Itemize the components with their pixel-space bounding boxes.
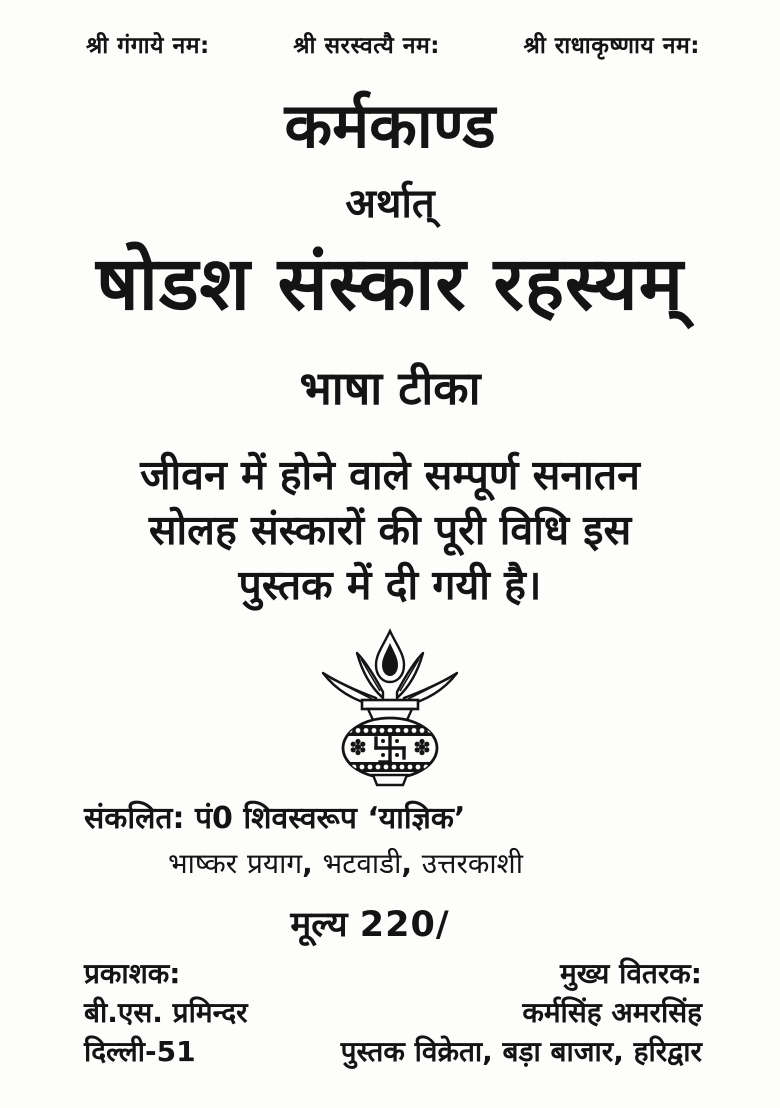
publisher-label: प्रकाशक:: [84, 957, 181, 990]
invocation-saraswati: श्री सरस्वत्यै नम:: [293, 33, 440, 59]
kalash-illustration: [310, 628, 470, 788]
price-value: 220/: [359, 905, 450, 945]
pot-base: [373, 775, 407, 785]
price-line: [0, 900, 760, 947]
compiler-name: पं0 शिवस्वरूप ‘याज्ञिक’: [194, 801, 466, 836]
description-line-2: सोलह संस्कारों की पूरी विधि इस: [148, 506, 632, 554]
compiler-address: भाष्कर प्रयाग, भटवाडी, उत्तरकाशी: [168, 847, 523, 880]
price-label: मूल्य: [290, 905, 348, 945]
connector-word: अर्थात्: [345, 181, 435, 227]
main-title: षोडश संस्कार रहस्यम्: [96, 241, 684, 327]
distributor-name: कर्मसिंह अमरसिंह: [522, 996, 702, 1029]
description-line-3: पुस्तक में दी गयी है।: [238, 561, 542, 609]
description-paragraph: [0, 448, 780, 613]
publisher-name: बी.एस. प्रमिन्दर: [84, 996, 248, 1029]
invocation-ganga: श्री गंगाये नम:: [86, 33, 210, 59]
pot-rim: [362, 700, 418, 709]
invocation-radhakrishna: श्री राधाकृष्णाय नम:: [523, 33, 700, 59]
series-title: कर्मकाण्ड: [284, 89, 496, 162]
distributor-block: [272, 954, 702, 1071]
distributor-address: पुस्तक विक्रेता, बड़ा बाजार, हरिद्वार: [340, 1035, 702, 1068]
subtitle: भाषा टीका: [299, 361, 481, 415]
compiler-line: [84, 796, 744, 837]
distributor-label: मुख्य वितरक:: [559, 957, 702, 990]
publisher-city: दिल्ली-51: [84, 1035, 196, 1068]
compiler-label: संकलित:: [84, 801, 185, 836]
kalash-icon: [310, 628, 470, 788]
description-line-1: जीवन में होने वाले सम्पूर्ण सनातन: [140, 451, 640, 499]
invocation-row: [86, 28, 700, 60]
